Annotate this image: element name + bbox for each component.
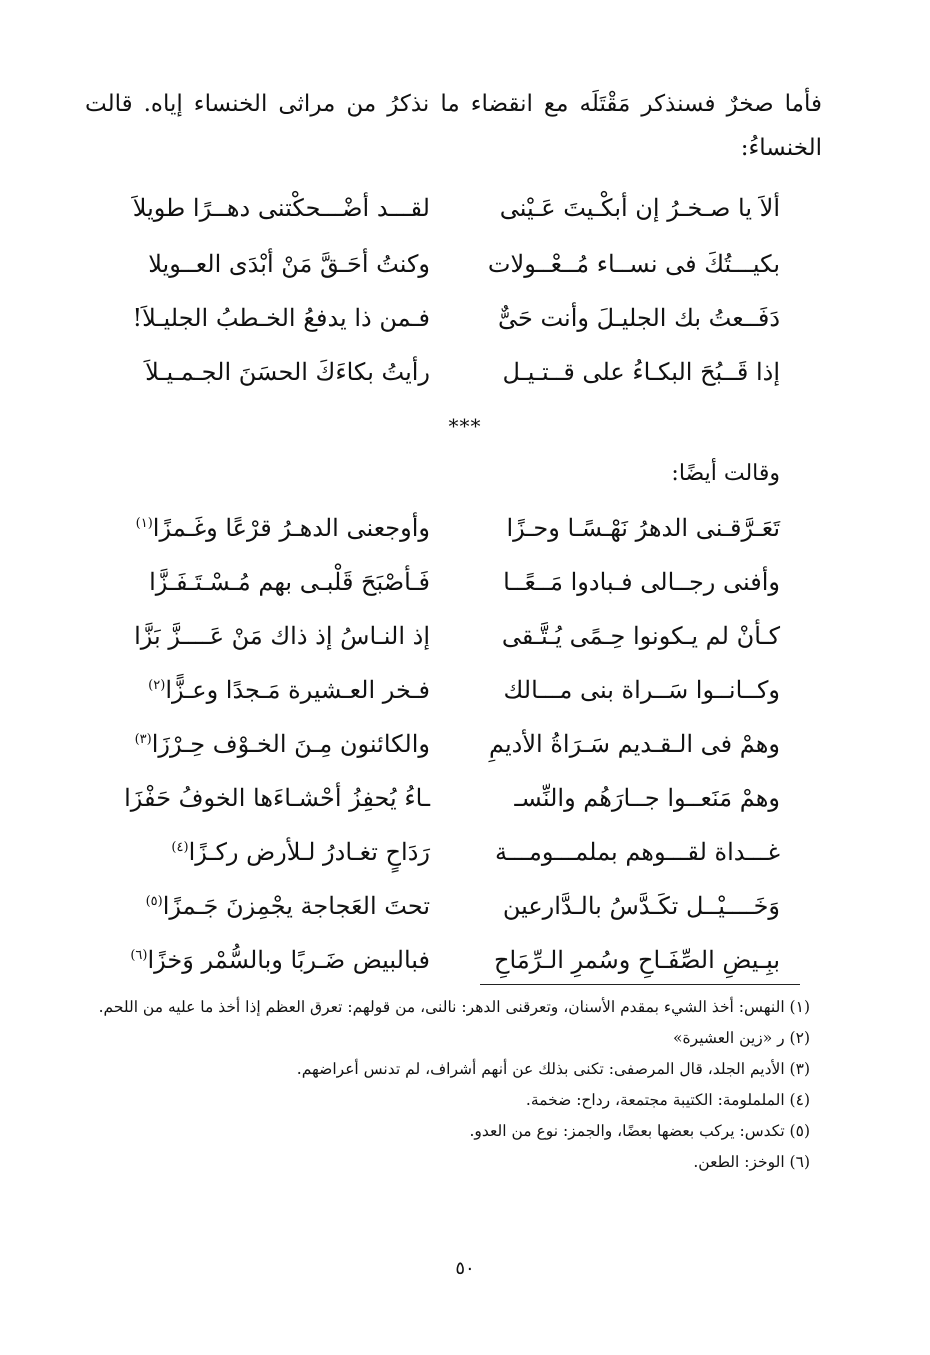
poem1-verse2-first-hemistich: بكيـــتُكَ فى نســاء مُــعْــولات (487, 250, 780, 278)
poem2-verse3-first-hemistich: كـأنْ لم يـكونوا حِـمًى يُـتَّـقى (501, 622, 780, 650)
footnotes (80, 992, 810, 1178)
poem1-verse4-second-hemistich: رأيتُ بكاءَكَ الحسَنَ الجـمـيـلاَ (145, 358, 430, 386)
poem2-verse8-first-hemistich: وَخَــــيْــل تكَـدَّسُ بالـدَّارعين (502, 892, 780, 920)
hemistich-text: فبالبيض ضَـربًا وبالسُّمْر وَخزًا (147, 946, 430, 974)
poem1-verse4-first-hemistich: إذا قَــبُحَ البكـاءُ على قــتـيـل (502, 358, 780, 386)
poem1-verse2-second-hemistich: وكنتُ أحَـقَّ مَنْ أبْدَى العــويلا (148, 250, 430, 278)
poem2-verse4-first-hemistich: وكــانــوا سَــراة بنى مـــالك (503, 676, 780, 704)
footnote-marker: (٣) (134, 732, 152, 747)
hemistich-text: فـخر العـشيرة مَـجدًا وعـزًّا (165, 676, 430, 704)
poem2-verse2-first-hemistich: وأفنى رجــالى فـبادوا مَــعًــا (503, 568, 780, 596)
footnote-marker: (٦) (130, 948, 148, 963)
poem1-verse1-second-hemistich: لقـــد أضْـــحكْتنى دهــرًا طويلاَ (132, 194, 430, 222)
subheading: وقالت أيضًا: (671, 461, 780, 486)
poem2-verse2-second-hemistich: فَـأصْبَحَ قَلْبـى بهم مُـسْـتَـفَـزَّا (149, 568, 430, 596)
footnote-marker: (٥) (145, 894, 163, 909)
intro-paragraph: فأما صخرٌ فسنذكر مَقْتَلَه مع انقضاء ما نذكرُ من مراثى الخنساء إياه. قالت الخنساءُ: (85, 91, 822, 161)
footnote-5: (٥) تكدس: يركب بعضها بعضًا، والجمز: نوع من العدو. (469, 1122, 810, 1140)
poem2-verse6-first-hemistich: وهمْ مَنَعــوا جــارَهُم والنِّسـ (514, 784, 780, 812)
poem1-verse3-second-hemistich: فـمن ذا يدفعُ الخـطبُ الجليـلاَ! (132, 304, 430, 332)
section-separator: *** (448, 414, 482, 438)
poem2-verse3-second-hemistich: إذ النـاسُ إذ ذاك مَنْ عَــــزَّ بَزَّا (134, 622, 430, 650)
hemistich-text: وأوجعنى الدهـرُ قرْعًا وغَـمزًا (152, 514, 430, 542)
footnote-3: (٣) الأديم الجلد، قال المرصفى: تكنى بذلك عن أنهم أشراف، لم تدنس أعراضهم. (296, 1060, 810, 1078)
poem2-verse5-first-hemistich: وهمْ فى الـقـديم سَـرَاةُ الأديمِ (489, 730, 780, 758)
hemistich-text: والكائنون مِـنَ الخـوْف حِـرْزَا (151, 730, 430, 758)
page-number: ٥٠ (455, 1258, 475, 1279)
poem2-verse7-second-hemistich (130, 830, 430, 874)
poem2-verse6-second-hemistich: ـاءُ يُحفِزُ أحْشـاءَها الخوفُ حَفْزَا (124, 784, 430, 812)
footnote-marker: (٢) (148, 678, 166, 693)
footnote-2: (٢) ر «زين العشيرة» (673, 1029, 810, 1047)
poem2-verse9-second-hemistich (130, 938, 430, 982)
footnote-1: (١) النهس: أخذ الشيء بمقدم الأسنان، وتعرقنى الدهر: نالنى، من قولهم: تعرق العظم إذا أخذ ما عليه من اللحم. (98, 998, 810, 1016)
poem2-verse4-second-hemistich (130, 668, 430, 712)
hemistich-text: تحتَ العَجاجة يجْمِزنَ جَـمزًا (162, 892, 430, 920)
footnote-4: (٤) الململومة: الكتيبة مجتمعة، رداح: ضخمة. (525, 1091, 810, 1109)
footnote-6: (٦) الوخز: الطعن. (693, 1153, 810, 1171)
poem2-verse1-second-hemistich (130, 506, 430, 550)
poem2-verse8-second-hemistich (130, 884, 430, 928)
footnote-marker: (١) (135, 516, 153, 531)
footnote-marker: (٤) (171, 840, 189, 855)
poem2-verse9-first-hemistich: ببِـيضِ الصِّفَـاحِ وسُمرِ الـرِّمَاحِ (494, 946, 780, 974)
footnote-divider (480, 984, 800, 985)
poem2-verse7-first-hemistich: غـــداة لقـــوهم بملمـــومـــة (495, 838, 780, 866)
poem1-verse3-first-hemistich: دَفَــعتُ بك الجليـلَ وأنت حَىٌّ (498, 304, 780, 332)
poem1-verse1-first-hemistich: ألاَ يا صـخـرُ إن أبكْـيتَ عَـيْنى (499, 194, 780, 222)
poem2-verse1-first-hemistich: تَعَـرَّقـنى الدهرُ نَهْـسًـا وحـزًا (506, 514, 780, 542)
poem2-verse5-second-hemistich (130, 722, 430, 766)
hemistich-text: رَدَاحٍ تغـادرُ لـلأرض ركـزًا (188, 838, 430, 866)
